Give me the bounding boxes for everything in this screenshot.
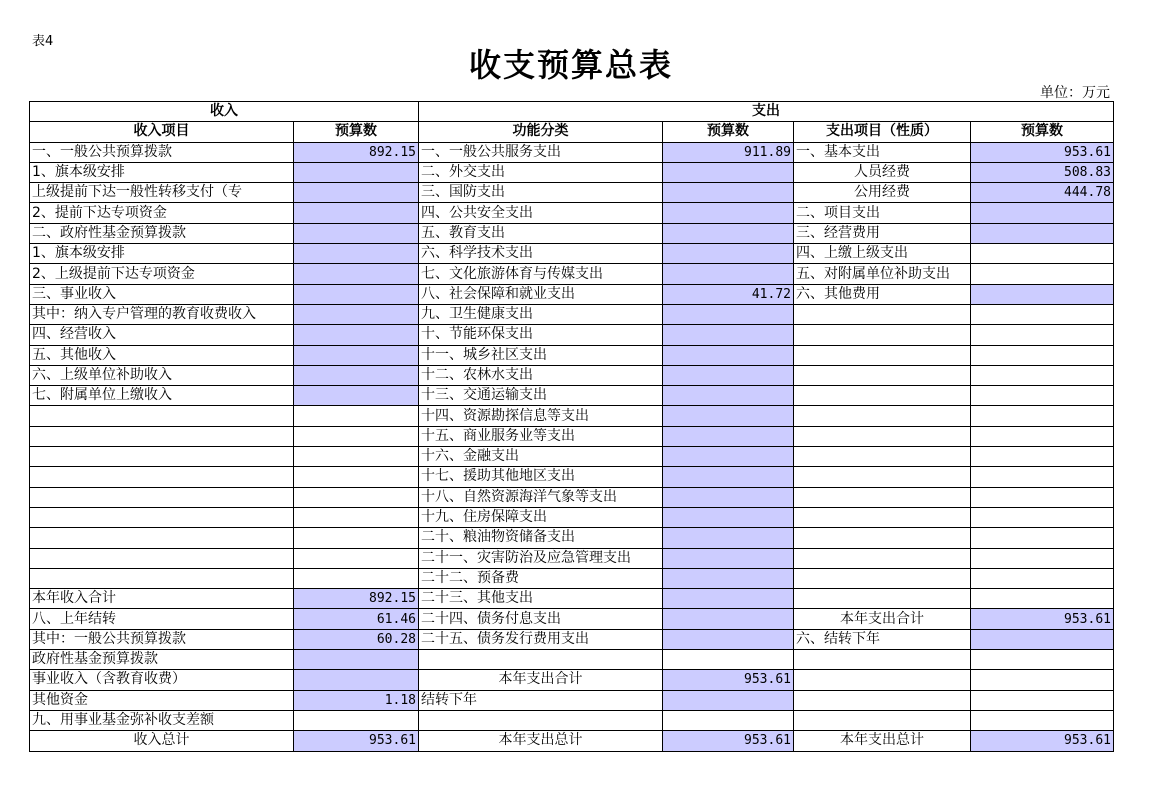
- expense-item-label: [794, 589, 971, 609]
- income-item-label: 一、一般公共预算拨款: [30, 142, 294, 162]
- income-item-label: [30, 548, 294, 568]
- expense-item-label: [794, 426, 971, 446]
- expense-item-label: 本年支出合计: [794, 609, 971, 629]
- function-class-label: 十二、农林水支出: [419, 365, 663, 385]
- expense-item-label: [794, 710, 971, 730]
- expense-item-label: 人员经费: [794, 162, 971, 182]
- function-budget-value: 953.61: [663, 731, 794, 751]
- income-budget-value: 892.15: [294, 142, 419, 162]
- nature-budget-value: [971, 528, 1114, 548]
- nature-budget-value: [971, 244, 1114, 264]
- expense-item-label: [794, 548, 971, 568]
- income-item-label: 三、事业收入: [30, 284, 294, 304]
- expense-item-label: 六、结转下年: [794, 629, 971, 649]
- nature-budget-value: [971, 284, 1114, 304]
- table-row: [30, 650, 1114, 670]
- nature-budget-value: [971, 406, 1114, 426]
- income-item-label: [30, 487, 294, 507]
- income-budget-value: [294, 284, 419, 304]
- function-class-label: 二十五、债务发行费用支出: [419, 629, 663, 649]
- expense-item-label: [794, 650, 971, 670]
- budget-summary-table: [29, 101, 1114, 752]
- function-budget-value: [663, 690, 794, 710]
- table-row: [30, 284, 1114, 304]
- income-budget-value: [294, 447, 419, 467]
- nature-budget-value: [971, 365, 1114, 385]
- function-budget-value: [663, 183, 794, 203]
- function-class-label: 十九、住房保障支出: [419, 507, 663, 527]
- function-budget-value: [663, 426, 794, 446]
- table-row: [30, 304, 1114, 324]
- nature-budget-value: [971, 690, 1114, 710]
- function-class-label: [419, 650, 663, 670]
- income-budget-value: [294, 264, 419, 284]
- nature-budget-value: 953.61: [971, 609, 1114, 629]
- income-item-label: [30, 406, 294, 426]
- table-row: [30, 264, 1114, 284]
- function-budget-value: [663, 162, 794, 182]
- function-class-label: 六、科学技术支出: [419, 244, 663, 264]
- nature-budget-value: [971, 650, 1114, 670]
- expense-item-label: 三、经营费用: [794, 223, 971, 243]
- income-budget-value: [294, 406, 419, 426]
- function-budget-value: [663, 710, 794, 730]
- income-item-label: [30, 467, 294, 487]
- expense-item-label: [794, 406, 971, 426]
- table-row: [30, 325, 1114, 345]
- nature-budget-header: 预算数: [971, 122, 1114, 142]
- income-budget-value: [294, 304, 419, 324]
- nature-budget-value: [971, 304, 1114, 324]
- function-class-label: 十五、商业服务业等支出: [419, 426, 663, 446]
- function-budget-value: [663, 406, 794, 426]
- income-item-label: [30, 426, 294, 446]
- function-class-label: 十、节能环保支出: [419, 325, 663, 345]
- income-budget-value: [294, 325, 419, 345]
- table-row: [30, 223, 1114, 243]
- nature-budget-value: 508.83: [971, 162, 1114, 182]
- income-budget-value: [294, 244, 419, 264]
- expense-item-label: 本年支出总计: [794, 731, 971, 751]
- income-item-label: 收入总计: [30, 731, 294, 751]
- nature-budget-value: [971, 670, 1114, 690]
- nature-budget-value: [971, 325, 1114, 345]
- income-budget-header: 预算数: [294, 122, 419, 142]
- table-row: [30, 609, 1114, 629]
- expense-item-label: [794, 487, 971, 507]
- function-class-label: 一、一般公共服务支出: [419, 142, 663, 162]
- function-budget-value: [663, 264, 794, 284]
- function-budget-value: [663, 447, 794, 467]
- nature-budget-value: [971, 629, 1114, 649]
- function-class-label: [419, 710, 663, 730]
- income-budget-value: [294, 203, 419, 223]
- income-item-label: 六、上级单位补助收入: [30, 365, 294, 385]
- income-budget-value: 61.46: [294, 609, 419, 629]
- function-budget-value: [663, 609, 794, 629]
- expense-item-label: [794, 325, 971, 345]
- function-budget-value: [663, 548, 794, 568]
- income-item-label: [30, 568, 294, 588]
- function-class-label: 十一、城乡社区支出: [419, 345, 663, 365]
- table-row: [30, 406, 1114, 426]
- nature-budget-value: [971, 487, 1114, 507]
- function-class-label: 二十一、灾害防治及应急管理支出: [419, 548, 663, 568]
- function-class-label: 二、外交支出: [419, 162, 663, 182]
- income-item-label: 上级提前下达一般性转移支付（专: [30, 183, 294, 203]
- function-class-label: 十八、自然资源海洋气象等支出: [419, 487, 663, 507]
- income-budget-value: 1.18: [294, 690, 419, 710]
- income-budget-value: [294, 467, 419, 487]
- expense-item-label: 四、上缴上级支出: [794, 244, 971, 264]
- income-budget-value: [294, 568, 419, 588]
- table-row: [30, 731, 1114, 751]
- income-budget-value: [294, 487, 419, 507]
- function-class-label: 九、卫生健康支出: [419, 304, 663, 324]
- nature-budget-value: [971, 710, 1114, 730]
- function-class-label: 三、国防支出: [419, 183, 663, 203]
- table-row: [30, 386, 1114, 406]
- expense-section-header: 支出: [419, 102, 1114, 122]
- income-item-label: 1、旗本级安排: [30, 244, 294, 264]
- income-budget-value: [294, 426, 419, 446]
- table-number: 表4: [32, 34, 54, 49]
- expense-item-label: [794, 386, 971, 406]
- function-class-label: 七、文化旅游体育与传媒支出: [419, 264, 663, 284]
- table-row: [30, 183, 1114, 203]
- nature-budget-value: 444.78: [971, 183, 1114, 203]
- expense-item-label: 五、对附属单位补助支出: [794, 264, 971, 284]
- function-budget-value: [663, 528, 794, 548]
- expense-item-label: [794, 507, 971, 527]
- function-class-label: 本年支出合计: [419, 670, 663, 690]
- expense-item-label: [794, 670, 971, 690]
- expense-item-header: 支出项目（性质）: [794, 122, 971, 142]
- income-item-label: 2、提前下达专项资金: [30, 203, 294, 223]
- income-budget-value: 892.15: [294, 589, 419, 609]
- function-class-label: 本年支出总计: [419, 731, 663, 751]
- expense-item-label: [794, 447, 971, 467]
- expense-item-label: 公用经费: [794, 183, 971, 203]
- income-budget-value: [294, 548, 419, 568]
- income-item-label: 九、用事业基金弥补收支差额: [30, 710, 294, 730]
- function-budget-value: [663, 325, 794, 345]
- expense-item-label: 一、基本支出: [794, 142, 971, 162]
- income-item-label: 1、旗本级安排: [30, 162, 294, 182]
- expense-item-label: [794, 365, 971, 385]
- nature-budget-value: [971, 203, 1114, 223]
- income-budget-value: [294, 223, 419, 243]
- function-class-label: 十七、援助其他地区支出: [419, 467, 663, 487]
- table-row: [30, 548, 1114, 568]
- nature-budget-value: [971, 548, 1114, 568]
- table-row: [30, 467, 1114, 487]
- function-class-label: 十六、金融支出: [419, 447, 663, 467]
- income-budget-value: [294, 710, 419, 730]
- nature-budget-value: [971, 507, 1114, 527]
- income-budget-value: [294, 365, 419, 385]
- expense-item-label: [794, 304, 971, 324]
- function-budget-value: [663, 244, 794, 264]
- function-budget-value: [663, 223, 794, 243]
- income-section-header: 收入: [30, 102, 419, 122]
- function-budget-value: [663, 568, 794, 588]
- income-item-label: [30, 447, 294, 467]
- table-row: [30, 710, 1114, 730]
- table-row: [30, 589, 1114, 609]
- function-budget-value: [663, 203, 794, 223]
- nature-budget-value: [971, 447, 1114, 467]
- table-row: [30, 447, 1114, 467]
- function-budget-value: [663, 365, 794, 385]
- income-budget-value: [294, 345, 419, 365]
- function-class-label: 二十、粮油物资储备支出: [419, 528, 663, 548]
- income-item-label: 政府性基金预算拨款: [30, 650, 294, 670]
- table-row: [30, 568, 1114, 588]
- income-item-label: 八、上年结转: [30, 609, 294, 629]
- table-row: [30, 365, 1114, 385]
- nature-budget-value: [971, 264, 1114, 284]
- function-budget-value: [663, 589, 794, 609]
- income-budget-value: [294, 507, 419, 527]
- function-budget-value: [663, 386, 794, 406]
- income-item-label: 本年收入合计: [30, 589, 294, 609]
- income-item-header: 收入项目: [30, 122, 294, 142]
- function-budget-value: [663, 629, 794, 649]
- function-budget-value: 911.89: [663, 142, 794, 162]
- expense-item-label: [794, 568, 971, 588]
- table-row: [30, 528, 1114, 548]
- nature-budget-value: [971, 223, 1114, 243]
- table-row: [30, 203, 1114, 223]
- function-class-label: 十三、交通运输支出: [419, 386, 663, 406]
- function-class-label: 结转下年: [419, 690, 663, 710]
- function-budget-header: 预算数: [663, 122, 794, 142]
- income-item-label: 二、政府性基金预算拨款: [30, 223, 294, 243]
- function-budget-value: 41.72: [663, 284, 794, 304]
- function-class-label: 四、公共安全支出: [419, 203, 663, 223]
- nature-budget-value: [971, 386, 1114, 406]
- table-row: [30, 426, 1114, 446]
- income-item-label: 其他资金: [30, 690, 294, 710]
- table-row: [30, 487, 1114, 507]
- function-class-label: 二十三、其他支出: [419, 589, 663, 609]
- function-budget-value: [663, 304, 794, 324]
- income-item-label: 2、上级提前下达专项资金: [30, 264, 294, 284]
- expense-item-label: [794, 690, 971, 710]
- nature-budget-value: [971, 426, 1114, 446]
- expense-item-label: [794, 345, 971, 365]
- income-budget-value: [294, 528, 419, 548]
- table-row: [30, 345, 1114, 365]
- function-budget-value: [663, 467, 794, 487]
- expense-item-label: [794, 467, 971, 487]
- income-budget-value: [294, 650, 419, 670]
- table-row: [30, 142, 1114, 162]
- function-budget-value: 953.61: [663, 670, 794, 690]
- income-budget-value: [294, 670, 419, 690]
- function-class-label: 八、社会保障和就业支出: [419, 284, 663, 304]
- function-class-label: 五、教育支出: [419, 223, 663, 243]
- nature-budget-value: [971, 589, 1114, 609]
- function-class-label: 二十四、债务付息支出: [419, 609, 663, 629]
- table-row: [30, 507, 1114, 527]
- income-item-label: 四、经营收入: [30, 325, 294, 345]
- function-class-label: 十四、资源勘探信息等支出: [419, 406, 663, 426]
- function-class-header: 功能分类: [419, 122, 663, 142]
- function-class-label: 二十二、预备费: [419, 568, 663, 588]
- function-budget-value: [663, 650, 794, 670]
- income-budget-value: [294, 183, 419, 203]
- table-row: [30, 670, 1114, 690]
- income-item-label: [30, 528, 294, 548]
- income-item-label: 事业收入（含教育收费）: [30, 670, 294, 690]
- unit-label: 单位：万元: [1040, 85, 1110, 101]
- income-item-label: [30, 507, 294, 527]
- header-row-1: [30, 102, 1114, 122]
- header-row-2: [30, 122, 1114, 142]
- income-item-label: 其中：一般公共预算拨款: [30, 629, 294, 649]
- nature-budget-value: 953.61: [971, 142, 1114, 162]
- table-row: [30, 244, 1114, 264]
- table-row: [30, 629, 1114, 649]
- nature-budget-value: [971, 467, 1114, 487]
- function-budget-value: [663, 487, 794, 507]
- nature-budget-value: [971, 568, 1114, 588]
- table-row: [30, 162, 1114, 182]
- expense-item-label: 六、其他费用: [794, 284, 971, 304]
- income-budget-value: 60.28: [294, 629, 419, 649]
- function-budget-value: [663, 507, 794, 527]
- page-title: 收支预算总表: [468, 46, 673, 84]
- nature-budget-value: [971, 345, 1114, 365]
- expense-item-label: 二、项目支出: [794, 203, 971, 223]
- nature-budget-value: 953.61: [971, 731, 1114, 751]
- income-item-label: 七、附属单位上缴收入: [30, 386, 294, 406]
- function-budget-value: [663, 345, 794, 365]
- income-item-label: 其中：纳入专户管理的教育收费收入: [30, 304, 294, 324]
- income-budget-value: 953.61: [294, 731, 419, 751]
- table-row: [30, 690, 1114, 710]
- income-budget-value: [294, 162, 419, 182]
- income-item-label: 五、其他收入: [30, 345, 294, 365]
- income-budget-value: [294, 386, 419, 406]
- expense-item-label: [794, 528, 971, 548]
